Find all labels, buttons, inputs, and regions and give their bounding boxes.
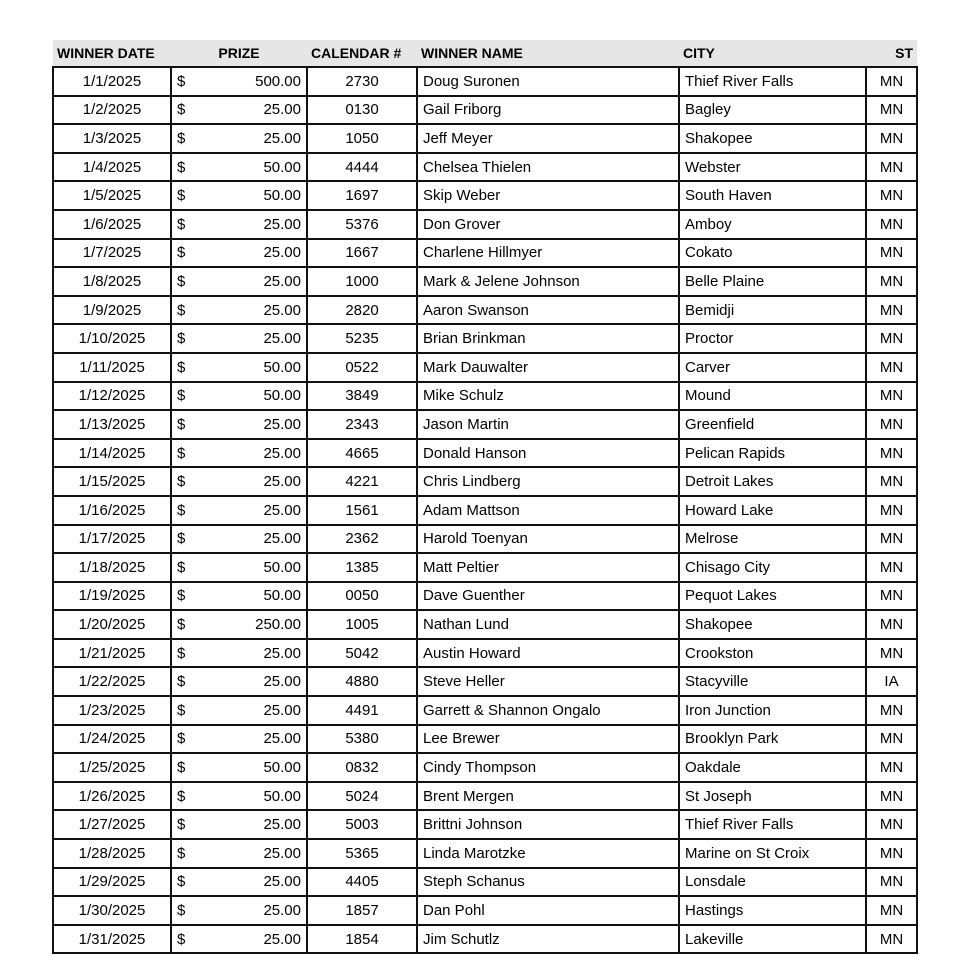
currency-symbol: $ — [177, 473, 186, 491]
state-cell: MN — [866, 210, 917, 239]
prize-cell — [171, 610, 307, 639]
winner-date-cell: 1/21/2025 — [53, 639, 171, 668]
table-row — [53, 696, 917, 725]
winner-name-cell: Mark & Jelene Johnson — [417, 267, 679, 296]
prize-cell — [171, 239, 307, 268]
calendar-number-cell: 5365 — [307, 839, 417, 868]
winner-date-cell: 1/4/2025 — [53, 153, 171, 182]
prize-cell — [171, 696, 307, 725]
winner-name-cell: Steph Schanus — [417, 868, 679, 897]
currency-symbol: $ — [177, 72, 186, 90]
winner-date-cell: 1/6/2025 — [53, 210, 171, 239]
winner-date-cell: 1/19/2025 — [53, 582, 171, 611]
winner-name-cell: Aaron Swanson — [417, 296, 679, 325]
winner-name-cell: Nathan Lund — [417, 610, 679, 639]
prize-amount: 25.00 — [263, 444, 301, 462]
table-row — [53, 582, 917, 611]
city-cell: South Haven — [679, 181, 866, 210]
winner-date-cell: 1/15/2025 — [53, 467, 171, 496]
state-cell: MN — [866, 525, 917, 554]
winner-date-cell: 1/26/2025 — [53, 782, 171, 811]
prize-cell — [171, 810, 307, 839]
winner-name-cell: Matt Peltier — [417, 553, 679, 582]
prize-amount: 50.00 — [263, 787, 301, 805]
city-cell: Greenfield — [679, 410, 866, 439]
calendar-number-cell: 5042 — [307, 639, 417, 668]
header-state: ST — [866, 40, 917, 67]
city-cell: Detroit Lakes — [679, 467, 866, 496]
state-cell: MN — [866, 296, 917, 325]
state-cell: MN — [866, 124, 917, 153]
calendar-number-cell: 4405 — [307, 868, 417, 897]
prize-amount: 25.00 — [263, 215, 301, 233]
state-cell: MN — [866, 810, 917, 839]
state-cell: MN — [866, 725, 917, 754]
city-cell: Webster — [679, 153, 866, 182]
calendar-number-cell: 1000 — [307, 267, 417, 296]
city-cell: Iron Junction — [679, 696, 866, 725]
city-cell: Hastings — [679, 896, 866, 925]
prize-cell — [171, 267, 307, 296]
winner-name-cell: Brian Brinkman — [417, 324, 679, 353]
state-cell: MN — [866, 324, 917, 353]
prize-amount: 50.00 — [263, 387, 301, 405]
winner-date-cell: 1/28/2025 — [53, 839, 171, 868]
winner-name-cell: Cindy Thompson — [417, 753, 679, 782]
state-cell: MN — [866, 153, 917, 182]
state-cell: MN — [866, 696, 917, 725]
city-cell: Shakopee — [679, 610, 866, 639]
winner-date-cell: 1/25/2025 — [53, 753, 171, 782]
prize-cell — [171, 525, 307, 554]
state-cell: MN — [866, 782, 917, 811]
table-row — [53, 210, 917, 239]
prize-amount: 25.00 — [263, 501, 301, 519]
state-cell: MN — [866, 267, 917, 296]
city-cell: Thief River Falls — [679, 810, 866, 839]
winner-date-cell: 1/16/2025 — [53, 496, 171, 525]
prize-cell — [171, 96, 307, 125]
state-cell: MN — [866, 553, 917, 582]
currency-symbol: $ — [177, 616, 186, 634]
winner-name-cell: Don Grover — [417, 210, 679, 239]
state-cell: IA — [866, 667, 917, 696]
calendar-number-cell: 2730 — [307, 67, 417, 96]
calendar-number-cell: 1561 — [307, 496, 417, 525]
prize-cell — [171, 467, 307, 496]
calendar-number-cell: 1857 — [307, 896, 417, 925]
winner-name-cell: Mike Schulz — [417, 382, 679, 411]
calendar-number-cell: 1050 — [307, 124, 417, 153]
city-cell: Carver — [679, 353, 866, 382]
winner-name-cell: Jason Martin — [417, 410, 679, 439]
currency-symbol: $ — [177, 930, 186, 948]
city-cell: Belle Plaine — [679, 267, 866, 296]
prize-amount: 500.00 — [255, 72, 301, 90]
calendar-number-cell: 2343 — [307, 410, 417, 439]
calendar-number-cell: 5380 — [307, 725, 417, 754]
prize-cell — [171, 753, 307, 782]
currency-symbol: $ — [177, 530, 186, 548]
winner-name-cell: Charlene Hillmyer — [417, 239, 679, 268]
city-cell: Pequot Lakes — [679, 582, 866, 611]
currency-symbol: $ — [177, 673, 186, 691]
city-cell: Brooklyn Park — [679, 725, 866, 754]
currency-symbol: $ — [177, 187, 186, 205]
winner-date-cell: 1/14/2025 — [53, 439, 171, 468]
prize-cell — [171, 296, 307, 325]
table-row — [53, 553, 917, 582]
table-row — [53, 267, 917, 296]
winner-name-cell: Dave Guenther — [417, 582, 679, 611]
prize-amount: 25.00 — [263, 129, 301, 147]
prize-amount: 250.00 — [255, 616, 301, 634]
winner-date-cell: 1/17/2025 — [53, 525, 171, 554]
city-cell: Shakopee — [679, 124, 866, 153]
currency-symbol: $ — [177, 501, 186, 519]
winner-date-cell: 1/18/2025 — [53, 553, 171, 582]
table-row — [53, 896, 917, 925]
prize-cell — [171, 925, 307, 954]
state-cell: MN — [866, 753, 917, 782]
calendar-number-cell: 5003 — [307, 810, 417, 839]
currency-symbol: $ — [177, 816, 186, 834]
calendar-number-cell: 4665 — [307, 439, 417, 468]
city-cell: Amboy — [679, 210, 866, 239]
state-cell: MN — [866, 181, 917, 210]
prize-amount: 25.00 — [263, 473, 301, 491]
city-cell: Oakdale — [679, 753, 866, 782]
state-cell: MN — [866, 639, 917, 668]
state-cell: MN — [866, 839, 917, 868]
winner-name-cell: Harold Toenyan — [417, 525, 679, 554]
header-winner-date: WINNER DATE — [53, 40, 171, 67]
prize-cell — [171, 181, 307, 210]
table-row — [53, 324, 917, 353]
table-row — [53, 353, 917, 382]
calendar-number-cell: 2362 — [307, 525, 417, 554]
prize-cell — [171, 410, 307, 439]
state-cell: MN — [866, 496, 917, 525]
table-row — [53, 725, 917, 754]
currency-symbol: $ — [177, 701, 186, 719]
currency-symbol: $ — [177, 558, 186, 576]
currency-symbol: $ — [177, 158, 186, 176]
winner-date-cell: 1/13/2025 — [53, 410, 171, 439]
prize-amount: 50.00 — [263, 187, 301, 205]
table-row — [53, 67, 917, 96]
table-row — [53, 525, 917, 554]
city-cell: Marine on St Croix — [679, 839, 866, 868]
prize-amount: 25.00 — [263, 816, 301, 834]
state-cell: MN — [866, 239, 917, 268]
prize-cell — [171, 210, 307, 239]
currency-symbol: $ — [177, 415, 186, 433]
winner-date-cell: 1/9/2025 — [53, 296, 171, 325]
table-row — [53, 239, 917, 268]
prize-amount: 25.00 — [263, 673, 301, 691]
prize-cell — [171, 324, 307, 353]
state-cell: MN — [866, 467, 917, 496]
state-cell: MN — [866, 896, 917, 925]
currency-symbol: $ — [177, 244, 186, 262]
city-cell: Thief River Falls — [679, 67, 866, 96]
city-cell: St Joseph — [679, 782, 866, 811]
currency-symbol: $ — [177, 387, 186, 405]
state-cell: MN — [866, 382, 917, 411]
currency-symbol: $ — [177, 587, 186, 605]
currency-symbol: $ — [177, 844, 186, 862]
table-row — [53, 181, 917, 210]
city-cell: Lonsdale — [679, 868, 866, 897]
winner-date-cell: 1/29/2025 — [53, 868, 171, 897]
table-row — [53, 639, 917, 668]
city-cell: Stacyville — [679, 667, 866, 696]
prize-cell — [171, 124, 307, 153]
city-cell: Bemidji — [679, 296, 866, 325]
calendar-number-cell: 5235 — [307, 324, 417, 353]
prize-amount: 25.00 — [263, 101, 301, 119]
prize-amount: 25.00 — [263, 330, 301, 348]
prize-amount: 25.00 — [263, 730, 301, 748]
table-row — [53, 124, 917, 153]
currency-symbol: $ — [177, 129, 186, 147]
header-row — [53, 40, 917, 67]
city-cell: Bagley — [679, 96, 866, 125]
calendar-number-cell: 5376 — [307, 210, 417, 239]
winner-date-cell: 1/3/2025 — [53, 124, 171, 153]
currency-symbol: $ — [177, 759, 186, 777]
table-row — [53, 439, 917, 468]
table-row — [53, 868, 917, 897]
prize-cell — [171, 725, 307, 754]
winner-date-cell: 1/8/2025 — [53, 267, 171, 296]
calendar-number-cell: 5024 — [307, 782, 417, 811]
prize-amount: 50.00 — [263, 158, 301, 176]
state-cell: MN — [866, 96, 917, 125]
table-row — [53, 782, 917, 811]
prize-cell — [171, 382, 307, 411]
currency-symbol: $ — [177, 730, 186, 748]
currency-symbol: $ — [177, 358, 186, 376]
calendar-number-cell: 4491 — [307, 696, 417, 725]
winner-date-cell: 1/30/2025 — [53, 896, 171, 925]
city-cell: Lakeville — [679, 925, 866, 954]
state-cell: MN — [866, 67, 917, 96]
prize-cell — [171, 353, 307, 382]
table-row — [53, 382, 917, 411]
winner-date-cell: 1/22/2025 — [53, 667, 171, 696]
prize-amount: 25.00 — [263, 844, 301, 862]
calendar-number-cell: 1854 — [307, 925, 417, 954]
prize-cell — [171, 496, 307, 525]
header-calendar: CALENDAR # — [307, 40, 417, 67]
state-cell: MN — [866, 868, 917, 897]
table-row — [53, 925, 917, 954]
currency-symbol: $ — [177, 330, 186, 348]
prize-amount: 25.00 — [263, 244, 301, 262]
state-cell: MN — [866, 610, 917, 639]
calendar-number-cell: 1697 — [307, 181, 417, 210]
currency-symbol: $ — [177, 902, 186, 920]
calendar-number-cell: 0050 — [307, 582, 417, 611]
calendar-number-cell: 1667 — [307, 239, 417, 268]
winner-date-cell: 1/1/2025 — [53, 67, 171, 96]
header-winner-name: WINNER NAME — [417, 40, 679, 67]
calendar-number-cell: 2820 — [307, 296, 417, 325]
city-cell: Chisago City — [679, 553, 866, 582]
city-cell: Proctor — [679, 324, 866, 353]
calendar-number-cell: 1005 — [307, 610, 417, 639]
header-prize: PRIZE — [171, 40, 307, 67]
prize-cell — [171, 896, 307, 925]
winner-date-cell: 1/27/2025 — [53, 810, 171, 839]
table-row — [53, 667, 917, 696]
winner-name-cell: Chris Lindberg — [417, 467, 679, 496]
city-cell: Pelican Rapids — [679, 439, 866, 468]
prize-amount: 25.00 — [263, 301, 301, 319]
prize-cell — [171, 839, 307, 868]
prize-cell — [171, 582, 307, 611]
winner-date-cell: 1/7/2025 — [53, 239, 171, 268]
prize-cell — [171, 67, 307, 96]
winner-date-cell: 1/31/2025 — [53, 925, 171, 954]
prize-cell — [171, 439, 307, 468]
winner-date-cell: 1/10/2025 — [53, 324, 171, 353]
prize-amount: 25.00 — [263, 530, 301, 548]
winner-name-cell: Brittni Johnson — [417, 810, 679, 839]
winner-name-cell: Austin Howard — [417, 639, 679, 668]
currency-symbol: $ — [177, 644, 186, 662]
winners-table — [52, 40, 918, 954]
currency-symbol: $ — [177, 873, 186, 891]
city-cell: Howard Lake — [679, 496, 866, 525]
table-row — [53, 96, 917, 125]
winner-name-cell: Donald Hanson — [417, 439, 679, 468]
calendar-number-cell: 4444 — [307, 153, 417, 182]
winner-name-cell: Gail Friborg — [417, 96, 679, 125]
table-row — [53, 153, 917, 182]
header-city: CITY — [679, 40, 866, 67]
state-cell: MN — [866, 439, 917, 468]
winner-name-cell: Dan Pohl — [417, 896, 679, 925]
prize-amount: 25.00 — [263, 930, 301, 948]
winner-date-cell: 1/11/2025 — [53, 353, 171, 382]
state-cell: MN — [866, 410, 917, 439]
winner-date-cell: 1/23/2025 — [53, 696, 171, 725]
winner-name-cell: Garrett & Shannon Ongalo — [417, 696, 679, 725]
winner-name-cell: Jim Schutlz — [417, 925, 679, 954]
winner-name-cell: Brent Mergen — [417, 782, 679, 811]
state-cell: MN — [866, 353, 917, 382]
calendar-number-cell: 4880 — [307, 667, 417, 696]
city-cell: Crookston — [679, 639, 866, 668]
winner-name-cell: Mark Dauwalter — [417, 353, 679, 382]
table-row — [53, 753, 917, 782]
table-body — [53, 67, 917, 953]
winner-name-cell: Doug Suronen — [417, 67, 679, 96]
city-cell: Mound — [679, 382, 866, 411]
winner-date-cell: 1/2/2025 — [53, 96, 171, 125]
calendar-number-cell: 0130 — [307, 96, 417, 125]
prize-amount: 25.00 — [263, 272, 301, 290]
winner-name-cell: Steve Heller — [417, 667, 679, 696]
table-row — [53, 839, 917, 868]
winner-name-cell: Lee Brewer — [417, 725, 679, 754]
state-cell: MN — [866, 582, 917, 611]
calendar-number-cell: 3849 — [307, 382, 417, 411]
winner-date-cell: 1/20/2025 — [53, 610, 171, 639]
prize-cell — [171, 639, 307, 668]
prize-cell — [171, 667, 307, 696]
calendar-number-cell: 4221 — [307, 467, 417, 496]
city-cell: Melrose — [679, 525, 866, 554]
prize-cell — [171, 868, 307, 897]
currency-symbol: $ — [177, 787, 186, 805]
table-row — [53, 496, 917, 525]
prize-amount: 25.00 — [263, 902, 301, 920]
winner-date-cell: 1/12/2025 — [53, 382, 171, 411]
table-row — [53, 610, 917, 639]
winner-name-cell: Linda Marotzke — [417, 839, 679, 868]
prize-cell — [171, 153, 307, 182]
currency-symbol: $ — [177, 101, 186, 119]
prize-amount: 25.00 — [263, 701, 301, 719]
prize-amount: 25.00 — [263, 873, 301, 891]
currency-symbol: $ — [177, 272, 186, 290]
table-row — [53, 296, 917, 325]
table-row — [53, 467, 917, 496]
winner-date-cell: 1/24/2025 — [53, 725, 171, 754]
winner-name-cell: Chelsea Thielen — [417, 153, 679, 182]
currency-symbol: $ — [177, 215, 186, 233]
table-row — [53, 810, 917, 839]
calendar-number-cell: 0832 — [307, 753, 417, 782]
state-cell: MN — [866, 925, 917, 954]
calendar-number-cell: 1385 — [307, 553, 417, 582]
prize-amount: 50.00 — [263, 558, 301, 576]
prize-amount: 50.00 — [263, 587, 301, 605]
prize-cell — [171, 782, 307, 811]
prize-cell — [171, 553, 307, 582]
calendar-number-cell: 0522 — [307, 353, 417, 382]
currency-symbol: $ — [177, 301, 186, 319]
table-row — [53, 410, 917, 439]
prize-amount: 50.00 — [263, 759, 301, 777]
winner-date-cell: 1/5/2025 — [53, 181, 171, 210]
winner-name-cell: Skip Weber — [417, 181, 679, 210]
city-cell: Cokato — [679, 239, 866, 268]
winner-name-cell: Jeff Meyer — [417, 124, 679, 153]
prize-amount: 25.00 — [263, 415, 301, 433]
prize-amount: 25.00 — [263, 644, 301, 662]
prize-amount: 50.00 — [263, 358, 301, 376]
winner-name-cell: Adam Mattson — [417, 496, 679, 525]
currency-symbol: $ — [177, 444, 186, 462]
